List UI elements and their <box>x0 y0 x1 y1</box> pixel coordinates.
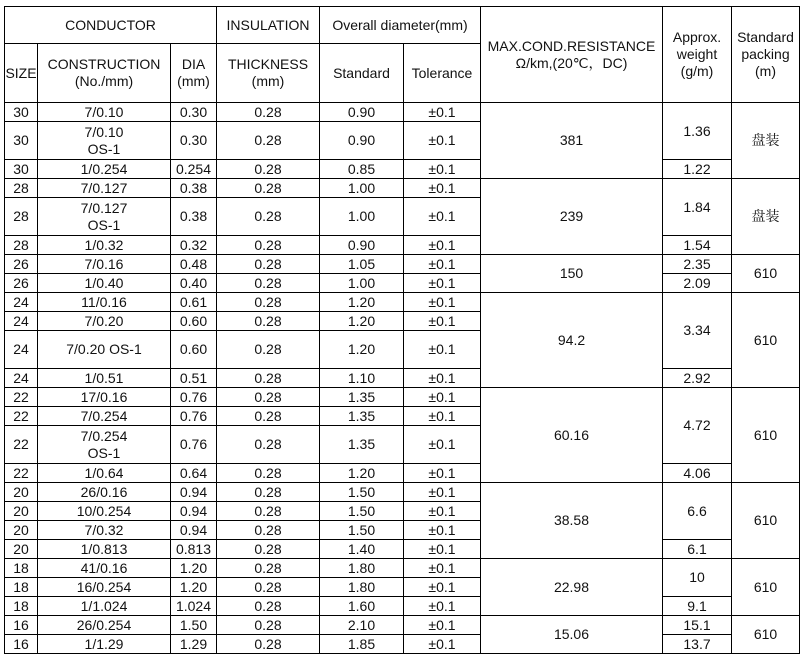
construction-cell: 1/0.40 <box>38 274 171 293</box>
tolerance-cell: ±0.1 <box>404 255 481 274</box>
tolerance-cell: ±0.1 <box>404 179 481 198</box>
tolerance-cell: ±0.1 <box>404 407 481 426</box>
resistance-cell: 150 <box>481 255 663 293</box>
construction-cell: 7/0.10 <box>38 103 171 122</box>
weight-cell: 2.35 <box>663 255 732 274</box>
packing-cell: 盘装 <box>732 103 800 179</box>
standard-cell: 1.00 <box>320 179 404 198</box>
construction-cell: 7/0.20 <box>38 312 171 331</box>
standard-cell: 1.10 <box>320 369 404 388</box>
thickness-cell: 0.28 <box>217 179 320 198</box>
thickness-cell: 0.28 <box>217 426 320 464</box>
weight-cell: 4.72 <box>663 388 732 464</box>
weight-cell: 9.1 <box>663 597 732 616</box>
tolerance-cell: ±0.1 <box>404 578 481 597</box>
construction-cell: 1/1.29 <box>38 635 171 654</box>
thickness-cell: 0.28 <box>217 578 320 597</box>
construction-cell: 16/0.254 <box>38 578 171 597</box>
standard-cell: 1.00 <box>320 274 404 293</box>
dia-cell: 0.38 <box>171 198 217 236</box>
dia-cell: 0.254 <box>171 160 217 179</box>
thickness-cell: 0.28 <box>217 198 320 236</box>
thickness-cell: 0.28 <box>217 635 320 654</box>
dia-cell: 0.94 <box>171 502 217 521</box>
standard-header: Standard <box>320 44 404 103</box>
size-cell: 16 <box>5 635 38 654</box>
weight-cell: 1.36 <box>663 103 732 160</box>
construction-header: CONSTRUCTION (No./mm) <box>38 44 171 103</box>
standard-cell: 1.35 <box>320 426 404 464</box>
wire-spec-table <box>4 6 800 654</box>
standard-cell: 1.35 <box>320 388 404 407</box>
tolerance-cell: ±0.1 <box>404 160 481 179</box>
size-cell: 18 <box>5 578 38 597</box>
weight-cell: 6.6 <box>663 483 732 540</box>
size-cell: 20 <box>5 521 38 540</box>
size-cell: 20 <box>5 540 38 559</box>
standard-cell: 0.90 <box>320 122 404 160</box>
size-cell: 22 <box>5 426 38 464</box>
dia-cell: 0.60 <box>171 312 217 331</box>
tolerance-cell: ±0.1 <box>404 293 481 312</box>
thickness-cell: 0.28 <box>217 597 320 616</box>
size-header: SIZE <box>5 44 38 103</box>
thickness-cell: 0.28 <box>217 293 320 312</box>
table-row <box>5 369 800 388</box>
tolerance-cell: ±0.1 <box>404 369 481 388</box>
size-cell: 22 <box>5 388 38 407</box>
weight-cell: 2.09 <box>663 274 732 293</box>
packing-header: Standard packing (m) <box>732 7 800 103</box>
construction-cell: 7/0.16 <box>38 255 171 274</box>
standard-cell: 1.20 <box>320 293 404 312</box>
tolerance-cell: ±0.1 <box>404 236 481 255</box>
size-cell: 24 <box>5 293 38 312</box>
size-cell: 20 <box>5 483 38 502</box>
resistance-cell: 381 <box>481 103 663 179</box>
thickness-cell: 0.28 <box>217 274 320 293</box>
size-cell: 24 <box>5 331 38 369</box>
construction-cell: 1/0.32 <box>38 236 171 255</box>
dia-cell: 0.813 <box>171 540 217 559</box>
standard-cell: 1.50 <box>320 483 404 502</box>
size-cell: 28 <box>5 179 38 198</box>
tolerance-cell: ±0.1 <box>404 540 481 559</box>
size-cell: 24 <box>5 312 38 331</box>
table-row <box>5 274 800 293</box>
size-cell: 22 <box>5 407 38 426</box>
dia-cell: 0.30 <box>171 103 217 122</box>
weight-cell: 3.34 <box>663 293 732 369</box>
construction-cell: 1/0.813 <box>38 540 171 559</box>
packing-cell: 盘装 <box>732 179 800 255</box>
weight-cell: 13.7 <box>663 635 732 654</box>
thickness-cell: 0.28 <box>217 464 320 483</box>
weight-cell: 1.84 <box>663 179 732 236</box>
thickness-cell: 0.28 <box>217 331 320 369</box>
standard-cell: 1.20 <box>320 312 404 331</box>
dia-cell: 0.38 <box>171 179 217 198</box>
table-row <box>5 616 800 635</box>
standard-cell: 1.40 <box>320 540 404 559</box>
table-row <box>5 483 800 502</box>
dia-cell: 1.024 <box>171 597 217 616</box>
size-cell: 20 <box>5 502 38 521</box>
packing-cell: 610 <box>732 255 800 293</box>
construction-cell: 10/0.254 <box>38 502 171 521</box>
standard-cell: 0.85 <box>320 160 404 179</box>
insulation-header: INSULATION <box>217 7 320 44</box>
table-row <box>5 540 800 559</box>
thickness-cell: 0.28 <box>217 616 320 635</box>
weight-cell: 6.1 <box>663 540 732 559</box>
construction-cell: 26/0.16 <box>38 483 171 502</box>
construction-cell: 7/0.254 <box>38 407 171 426</box>
table-row <box>5 597 800 616</box>
table-row <box>5 464 800 483</box>
weight-cell: 4.06 <box>663 464 732 483</box>
size-cell: 24 <box>5 369 38 388</box>
packing-cell: 610 <box>732 483 800 559</box>
standard-cell: 1.50 <box>320 521 404 540</box>
standard-cell: 1.50 <box>320 502 404 521</box>
construction-cell: 7/0.10 OS-1 <box>38 122 171 160</box>
dia-cell: 0.94 <box>171 483 217 502</box>
size-cell: 18 <box>5 597 38 616</box>
table-row <box>5 635 800 654</box>
resistance-cell: 60.16 <box>481 388 663 483</box>
dia-cell: 0.64 <box>171 464 217 483</box>
standard-cell: 2.10 <box>320 616 404 635</box>
construction-cell: 7/0.20 OS-1 <box>38 331 171 369</box>
standard-cell: 0.90 <box>320 103 404 122</box>
size-cell: 26 <box>5 255 38 274</box>
size-cell: 28 <box>5 198 38 236</box>
size-cell: 18 <box>5 559 38 578</box>
dia-cell: 0.30 <box>171 122 217 160</box>
packing-cell: 610 <box>732 293 800 388</box>
thickness-cell: 0.28 <box>217 502 320 521</box>
thickness-cell: 0.28 <box>217 407 320 426</box>
size-cell: 26 <box>5 274 38 293</box>
tolerance-cell: ±0.1 <box>404 597 481 616</box>
construction-cell: 1/0.254 <box>38 160 171 179</box>
weight-header: Approx. weight (g/m) <box>663 7 732 103</box>
size-cell: 30 <box>5 122 38 160</box>
standard-cell: 1.00 <box>320 198 404 236</box>
thickness-header: THICKNESS (mm) <box>217 44 320 103</box>
weight-cell: 10 <box>663 559 732 597</box>
dia-cell: 0.48 <box>171 255 217 274</box>
thickness-cell: 0.28 <box>217 540 320 559</box>
tolerance-cell: ±0.1 <box>404 122 481 160</box>
standard-cell: 0.90 <box>320 236 404 255</box>
construction-cell: 41/0.16 <box>38 559 171 578</box>
size-cell: 28 <box>5 236 38 255</box>
weight-cell: 1.54 <box>663 236 732 255</box>
table-row <box>5 103 800 122</box>
construction-cell: 7/0.127 <box>38 179 171 198</box>
thickness-cell: 0.28 <box>217 122 320 160</box>
resistance-cell: 15.06 <box>481 616 663 654</box>
dia-cell: 0.61 <box>171 293 217 312</box>
resistance-cell: 38.58 <box>481 483 663 559</box>
dia-cell: 0.76 <box>171 407 217 426</box>
packing-cell: 610 <box>732 388 800 483</box>
tolerance-cell: ±0.1 <box>404 559 481 578</box>
size-cell: 30 <box>5 160 38 179</box>
thickness-cell: 0.28 <box>217 521 320 540</box>
standard-cell: 1.35 <box>320 407 404 426</box>
dia-cell: 0.76 <box>171 426 217 464</box>
dia-cell: 0.51 <box>171 369 217 388</box>
weight-cell: 15.1 <box>663 616 732 635</box>
standard-cell: 1.05 <box>320 255 404 274</box>
thickness-cell: 0.28 <box>217 388 320 407</box>
size-cell: 16 <box>5 616 38 635</box>
table-row <box>5 293 800 312</box>
standard-cell: 1.80 <box>320 578 404 597</box>
thickness-cell: 0.28 <box>217 483 320 502</box>
tolerance-cell: ±0.1 <box>404 616 481 635</box>
dia-cell: 1.20 <box>171 578 217 597</box>
table-row <box>5 179 800 198</box>
tolerance-cell: ±0.1 <box>404 274 481 293</box>
construction-cell: 11/0.16 <box>38 293 171 312</box>
resistance-cell: 94.2 <box>481 293 663 388</box>
table-row <box>5 388 800 407</box>
construction-cell: 17/0.16 <box>38 388 171 407</box>
construction-cell: 26/0.254 <box>38 616 171 635</box>
thickness-cell: 0.28 <box>217 236 320 255</box>
dia-cell: 0.32 <box>171 236 217 255</box>
dia-cell: 0.40 <box>171 274 217 293</box>
standard-cell: 1.85 <box>320 635 404 654</box>
standard-cell: 1.20 <box>320 331 404 369</box>
tolerance-cell: ±0.1 <box>404 388 481 407</box>
table-row <box>5 255 800 274</box>
standard-cell: 1.80 <box>320 559 404 578</box>
resistance-header: MAX.COND.RESISTANCE Ω/km,(20℃，DC) <box>481 7 663 103</box>
size-cell: 22 <box>5 464 38 483</box>
packing-cell: 610 <box>732 559 800 616</box>
construction-cell: 1/0.51 <box>38 369 171 388</box>
dia-cell: 1.20 <box>171 559 217 578</box>
thickness-cell: 0.28 <box>217 559 320 578</box>
tolerance-cell: ±0.1 <box>404 426 481 464</box>
construction-cell: 7/0.127 OS-1 <box>38 198 171 236</box>
thickness-cell: 0.28 <box>217 255 320 274</box>
weight-cell: 1.22 <box>663 160 732 179</box>
tolerance-cell: ±0.1 <box>404 635 481 654</box>
construction-cell: 1/0.64 <box>38 464 171 483</box>
weight-cell: 2.92 <box>663 369 732 388</box>
tolerance-cell: ±0.1 <box>404 198 481 236</box>
thickness-cell: 0.28 <box>217 103 320 122</box>
dia-cell: 1.29 <box>171 635 217 654</box>
construction-cell: 7/0.254 OS-1 <box>38 426 171 464</box>
tolerance-cell: ±0.1 <box>404 464 481 483</box>
resistance-cell: 22.98 <box>481 559 663 616</box>
resistance-cell: 239 <box>481 179 663 255</box>
table-row <box>5 160 800 179</box>
construction-cell: 7/0.32 <box>38 521 171 540</box>
tolerance-cell: ±0.1 <box>404 483 481 502</box>
tolerance-cell: ±0.1 <box>404 312 481 331</box>
construction-cell: 1/1.024 <box>38 597 171 616</box>
conductor-header: CONDUCTOR <box>5 7 217 44</box>
tolerance-cell: ±0.1 <box>404 521 481 540</box>
packing-cell: 610 <box>732 616 800 654</box>
dia-cell: 0.94 <box>171 521 217 540</box>
dia-cell: 0.60 <box>171 331 217 369</box>
size-cell: 30 <box>5 103 38 122</box>
standard-cell: 1.20 <box>320 464 404 483</box>
table-row <box>5 559 800 578</box>
tolerance-cell: ±0.1 <box>404 502 481 521</box>
tolerance-header: Tolerance <box>404 44 481 103</box>
dia-cell: 0.76 <box>171 388 217 407</box>
thickness-cell: 0.28 <box>217 369 320 388</box>
standard-cell: 1.60 <box>320 597 404 616</box>
tolerance-cell: ±0.1 <box>404 103 481 122</box>
thickness-cell: 0.28 <box>217 160 320 179</box>
overall-diameter-header: Overall diameter(mm) <box>320 7 481 44</box>
dia-header: DIA (mm) <box>171 44 217 103</box>
thickness-cell: 0.28 <box>217 312 320 331</box>
dia-cell: 1.50 <box>171 616 217 635</box>
table-row <box>5 236 800 255</box>
tolerance-cell: ±0.1 <box>404 331 481 369</box>
